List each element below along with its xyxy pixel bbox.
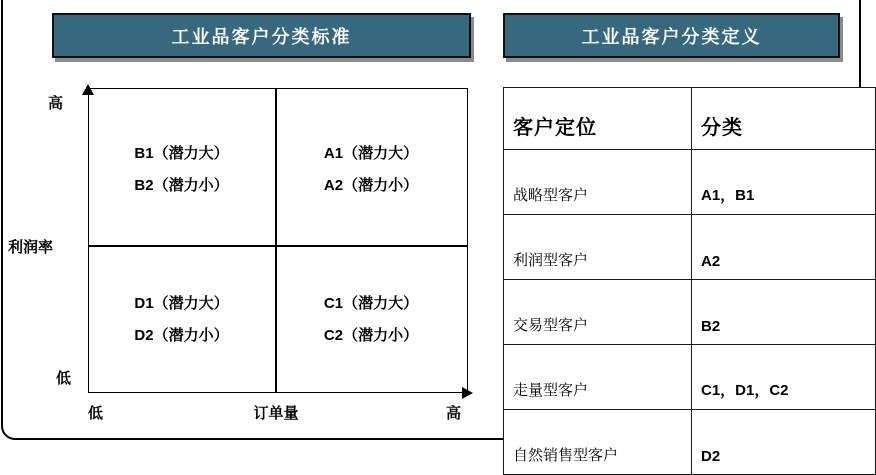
cell-classes: A1，B1 bbox=[692, 150, 876, 215]
quadrant-label: B2（潜力小） bbox=[134, 177, 229, 194]
left-panel-title-banner bbox=[52, 13, 471, 58]
cell-position: 战略型客户 bbox=[504, 150, 692, 215]
x-axis-arrow-icon bbox=[462, 387, 473, 399]
right-panel-title-banner bbox=[503, 13, 840, 58]
quadrant-matrix-box bbox=[88, 88, 468, 393]
x-axis-right-label: 高 bbox=[446, 405, 462, 422]
quadrant-label: D1（潜力大） bbox=[134, 295, 229, 312]
y-axis-arrow-icon bbox=[82, 84, 94, 95]
quadrant-top-left bbox=[88, 142, 275, 195]
quadrant-top-right bbox=[276, 142, 466, 195]
cell-position: 自然销售型客户 bbox=[504, 410, 692, 475]
cell-classes: A2 bbox=[692, 215, 876, 280]
table-row bbox=[504, 345, 876, 410]
quadrant-vertical-divider bbox=[275, 88, 277, 393]
cell-classes: D2 bbox=[692, 410, 876, 475]
cell-classes: B2 bbox=[692, 280, 876, 345]
quadrant-label: A1（潜力大） bbox=[323, 145, 419, 162]
table-row bbox=[504, 410, 876, 475]
quadrant-label: B1（潜力大） bbox=[134, 145, 229, 162]
quadrant-label: C1（潜力大） bbox=[323, 295, 419, 312]
y-axis-name: 利润率 bbox=[8, 239, 54, 256]
cell-position: 利润型客户 bbox=[504, 215, 692, 280]
quadrant-bottom-right bbox=[276, 292, 466, 345]
table-row bbox=[504, 215, 876, 280]
right-panel-title: 工业品客户分类定义 bbox=[581, 26, 762, 47]
quadrant-label: D2（潜力小） bbox=[134, 327, 229, 344]
header-classification: 分类 bbox=[692, 88, 876, 150]
quadrant-horizontal-divider bbox=[88, 245, 468, 247]
header-customer-position: 客户定位 bbox=[504, 88, 692, 150]
quadrant-label: C2（潜力小） bbox=[323, 327, 419, 344]
left-panel-title: 工业品客户分类标准 bbox=[171, 26, 352, 47]
cell-classes: C1，D1，C2 bbox=[692, 345, 876, 410]
classification-table bbox=[503, 87, 876, 475]
table-header-row bbox=[504, 88, 876, 150]
y-axis-bottom-label: 低 bbox=[56, 370, 72, 387]
x-axis-left-label: 低 bbox=[88, 405, 104, 422]
x-axis-name: 订单量 bbox=[253, 405, 299, 422]
cell-position: 走量型客户 bbox=[504, 345, 692, 410]
cell-position: 交易型客户 bbox=[504, 280, 692, 345]
table-row bbox=[504, 150, 876, 215]
table-row bbox=[504, 280, 876, 345]
quadrant-label: A2（潜力小） bbox=[323, 177, 419, 194]
quadrant-bottom-left bbox=[88, 292, 275, 345]
y-axis-top-label: 高 bbox=[48, 95, 64, 112]
